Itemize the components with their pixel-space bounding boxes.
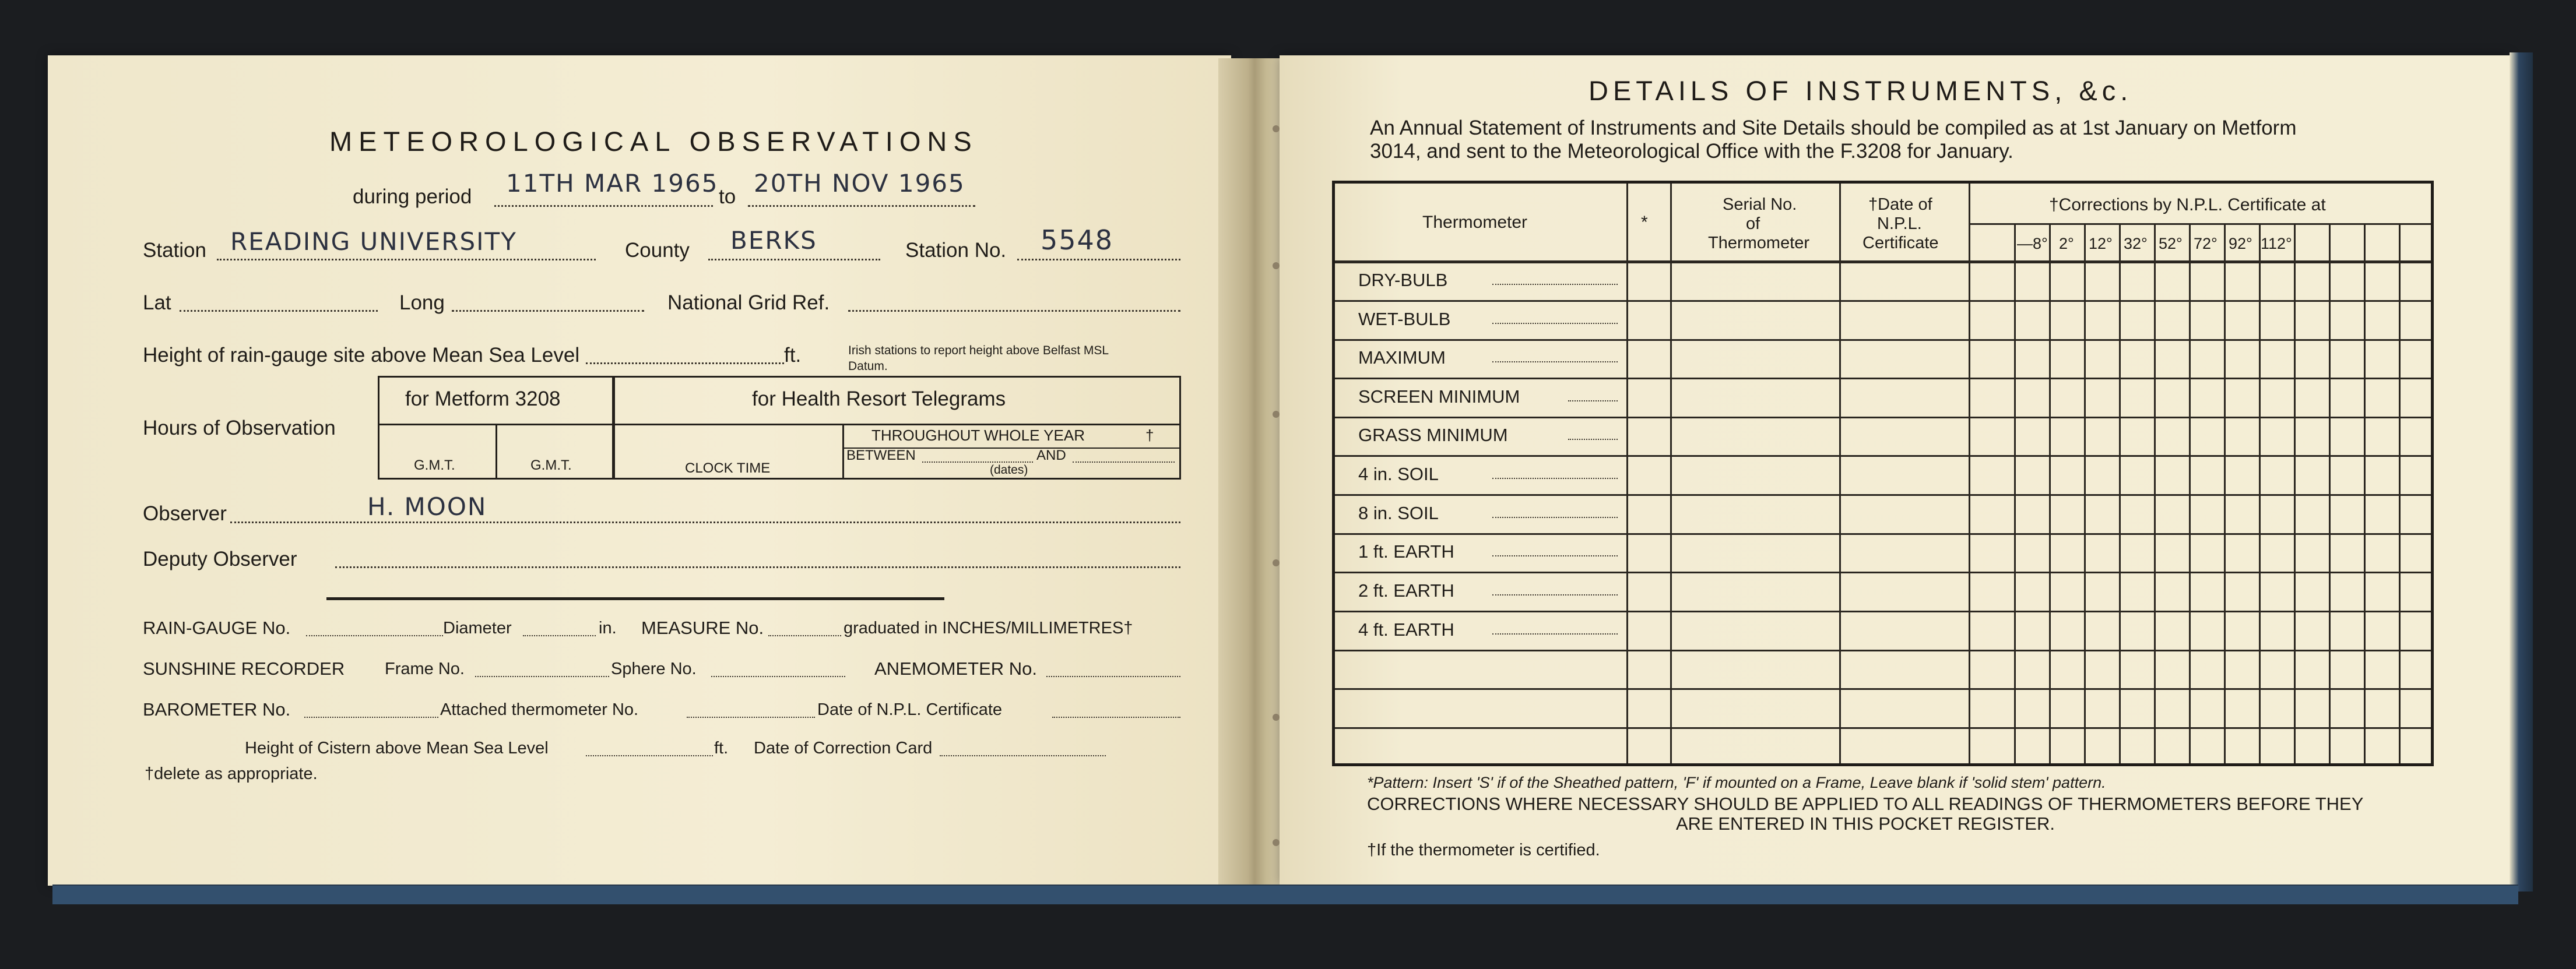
section-rule (326, 597, 944, 600)
row-leader (1492, 517, 1618, 518)
diameter-line (523, 635, 596, 636)
binding-hole (1273, 125, 1280, 132)
footnote-corrections-2: ARE ENTERED IN THIS POCKET REGISTER. (1676, 813, 2055, 834)
row-leader (1568, 439, 1618, 440)
row-label: 8 in. SOIL (1358, 503, 1439, 523)
table-vline (1969, 184, 1970, 763)
station-value: READING UNIVERSITY (230, 227, 517, 256)
rain-gauge-line (306, 635, 443, 636)
correction-line (940, 755, 1106, 756)
row-leader (1492, 323, 1618, 324)
row-label: DRY-BULB (1358, 270, 1448, 290)
period-from-line (494, 205, 713, 207)
row-leader (1568, 400, 1618, 401)
row-label: 2 ft. EARTH (1358, 580, 1454, 601)
table-vline (1839, 184, 1841, 763)
intro-line-1: An Annual Statement of Instruments and Site Details should be compiled as at 1st January on Metform (1370, 117, 2297, 139)
intro-line-2: 3014, and sent to the Meteorological Office with the F.3208 for January. (1370, 140, 2013, 163)
col-date-3: Certificate (1862, 234, 1939, 252)
observer-value: H. MOON (367, 492, 487, 521)
station-no-label: Station No. (905, 239, 1007, 262)
row-leader (1492, 594, 1618, 596)
hours-label: Hours of Observation (143, 417, 336, 439)
clock-divider (842, 424, 844, 480)
row-label: 4 ft. EARTH (1358, 619, 1454, 640)
correction-label: Date of Correction Card (754, 739, 933, 757)
col-date-2: N.P.L. (1877, 214, 1922, 233)
row-label: 4 in. SOIL (1358, 464, 1439, 484)
row-rule (1335, 417, 2431, 418)
row-leader (1492, 284, 1618, 285)
row-label: MAXIMUM (1358, 347, 1446, 368)
row-label: 1 ft. EARTH (1358, 541, 1454, 562)
period-from-value: 11TH MAR 1965 (506, 169, 719, 198)
instruments-table (1332, 181, 2434, 766)
frame-line (475, 676, 609, 677)
height-label: Height of rain-gauge site above Mean Sea Level (143, 344, 580, 367)
in-unit: in. (599, 619, 617, 637)
header-bottom-rule (1335, 260, 2431, 263)
temp-header: 12° (2089, 235, 2113, 252)
binding-hole (1273, 559, 1280, 566)
barometer-line (304, 717, 438, 718)
row-rule (1335, 727, 2431, 729)
gmt-label-2: G.M.T. (530, 457, 572, 473)
metform-header: for Metform 3208 (405, 387, 561, 410)
lat-line (180, 310, 378, 312)
anemometer-line (1046, 676, 1180, 677)
graduated-label: graduated in INCHES/MILLIMETRES† (844, 619, 1133, 637)
deputy-line (335, 566, 1180, 568)
between-label: BETWEEN (846, 447, 916, 463)
temp-header: 32° (2124, 235, 2148, 252)
station-line (217, 259, 596, 260)
row-leader (1492, 361, 1618, 362)
throughout-dagger: † (1145, 427, 1154, 444)
hours-box-divider (378, 424, 1181, 425)
corrections-subheader-rule (1969, 223, 2431, 225)
row-rule (1335, 300, 2431, 302)
cistern-unit: ft. (714, 739, 729, 757)
instruments-title: DETAILS OF INSTRUMENTS, &c. (1589, 75, 2133, 106)
back-cover-edge (2510, 52, 2533, 892)
county-line (708, 259, 880, 260)
col-date-1: †Date of (1868, 195, 1932, 214)
book-cover-edge (52, 885, 2518, 904)
row-rule (1335, 572, 2431, 573)
diameter-label: Diameter (443, 619, 512, 637)
measure-label: MEASURE No. (641, 618, 764, 638)
gmt-label-1: G.M.T. (414, 457, 455, 473)
row-rule (1335, 688, 2431, 690)
row-rule (1335, 455, 2431, 457)
period-to-line (748, 205, 975, 207)
station-label: Station (143, 239, 206, 262)
grid-ref-line (848, 310, 1180, 312)
row-rule (1335, 378, 2431, 379)
anemometer-label: ANEMOMETER No. (874, 658, 1038, 679)
row-rule (1335, 533, 2431, 535)
cistern-label: Height of Cistern above Mean Sea Level (245, 739, 549, 757)
station-no-value: 5548 (1041, 224, 1114, 256)
row-rule (1335, 494, 2431, 496)
row-leader (1492, 555, 1618, 556)
station-no-line (1017, 259, 1180, 260)
footnote-corrections-1: CORRECTIONS WHERE NECESSARY SHOULD BE APPLIED TO ALL READINGS OF THERMOMETERS BEFORE THEY (1367, 794, 2364, 814)
frame-label: Frame No. (385, 660, 465, 678)
height-unit: ft. (784, 344, 802, 367)
temp-header: 92° (2229, 235, 2252, 252)
between-line (922, 461, 1033, 463)
binding-hole (1273, 262, 1280, 269)
attached-line (687, 717, 815, 718)
lat-label: Lat (143, 291, 171, 314)
temp-header: —8° (2017, 235, 2048, 252)
row-label: SCREEN MINIMUM (1358, 386, 1520, 407)
row-leader (1492, 633, 1618, 635)
row-label: GRASS MINIMUM (1358, 425, 1508, 445)
county-value: BERKS (730, 226, 817, 255)
and-label: AND (1036, 447, 1066, 463)
row-leader (1492, 478, 1618, 479)
binding-hole (1273, 714, 1280, 721)
col-serial-2: of (1746, 214, 1760, 233)
temp-header: 72° (2194, 235, 2217, 252)
temp-header: 52° (2159, 235, 2183, 252)
col-thermometer: Thermometer (1422, 213, 1528, 232)
period-to-value: 20TH NOV 1965 (754, 169, 965, 198)
binding-hole (1273, 411, 1280, 418)
page-title: METEOROLOGICAL OBSERVATIONS (329, 126, 978, 157)
cistern-line (586, 755, 713, 756)
period-to-label: to (719, 185, 736, 208)
throughout-label: THROUGHOUT WHOLE YEAR (871, 427, 1085, 444)
hours-box-separator (612, 376, 615, 480)
and-line (1073, 461, 1175, 463)
sphere-label: Sphere No. (611, 660, 697, 678)
row-rule (1335, 611, 2431, 612)
row-rule (1335, 650, 2431, 651)
gmt-divider (495, 424, 497, 480)
col-serial-3: Thermometer (1708, 234, 1810, 252)
temp-header: 2° (2059, 235, 2074, 252)
row-label: WET-BULB (1358, 309, 1451, 329)
col-serial-1: Serial No. (1723, 195, 1797, 214)
barometer-label: BAROMETER No. (143, 699, 291, 720)
delete-note: †delete as appropriate. (145, 764, 318, 783)
col-corrections: †Corrections by N.P.L. Certificate at (2049, 195, 2326, 214)
health-header: for Health Resort Telegrams (752, 387, 1006, 410)
deputy-label: Deputy Observer (143, 548, 297, 570)
height-line (586, 362, 784, 364)
dates-label: (dates) (990, 463, 1028, 477)
footnote-pattern: *Pattern: Insert 'S' if of the Sheathed pattern, 'F' if mounted on a Frame, Leave blank if 'solid stem' pattern. (1367, 774, 2106, 791)
table-vline (1626, 184, 1628, 763)
period-label: during period (353, 185, 472, 208)
county-label: County (625, 239, 690, 262)
observer-label: Observer (143, 502, 227, 525)
row-rule (1335, 339, 2431, 341)
clock-time-label: CLOCK TIME (685, 460, 771, 476)
sphere-line (711, 676, 845, 677)
irish-note-1: Irish stations to report height above Belfast MSL (848, 344, 1109, 357)
table-vline (1670, 184, 1672, 763)
long-line (452, 310, 644, 312)
observer-line (230, 522, 1180, 523)
footnote-certified: †If the thermometer is certified. (1367, 841, 1600, 859)
binding-hole (1273, 839, 1280, 846)
sunshine-label: SUNSHINE RECORDER (143, 658, 345, 679)
long-label: Long (399, 291, 445, 314)
measure-line (768, 635, 841, 636)
irish-note-2: Datum. (848, 360, 888, 373)
rain-gauge-label: RAIN-GAUGE No. (143, 618, 291, 638)
grid-ref-label: National Grid Ref. (667, 291, 830, 314)
col-pattern: * (1641, 213, 1648, 232)
temp-header: 112° (2261, 235, 2292, 252)
npl-date-line (1052, 717, 1180, 718)
attached-label: Attached thermometer No. (440, 700, 639, 719)
npl-date-label: Date of N.P.L. Certificate (817, 700, 1003, 719)
